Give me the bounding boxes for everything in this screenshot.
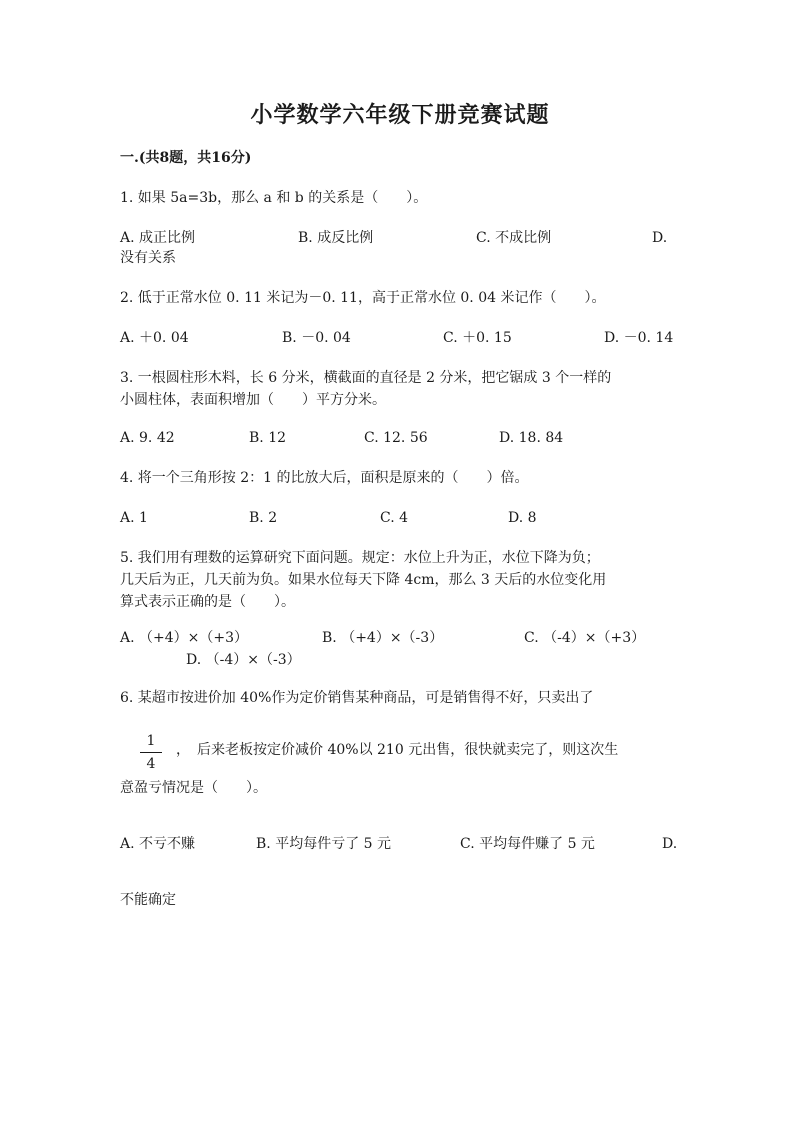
question-1-stem: 1. 如果 5a=3b，那么 a 和 b 的关系是（ ）。 (120, 190, 428, 206)
fraction-denominator: 4 (146, 756, 156, 772)
question-1-option-a: A. 成正比例 (120, 230, 196, 246)
question-3-option-a: A. 9. 42 (120, 430, 175, 446)
question-5-stem-line-2: 几天后为正，几天前为负。如果水位每天下降 4cm，那么 3 天后的水位变化用 (120, 572, 607, 588)
question-2-option-a: A. ＋0. 04 (120, 330, 189, 346)
section-heading: 一.(共8题，共16分) (120, 150, 252, 166)
question-6-option-b: B. 平均每件亏了 5 元 (256, 836, 391, 852)
question-2-option-d: D. －0. 14 (604, 330, 674, 346)
question-2-option-c: C. ＋0. 15 (443, 330, 512, 346)
question-5-option-b: B. （+4）×（-3） (322, 630, 444, 646)
question-5-option-a: A. （+4）×（+3） (120, 630, 249, 646)
question-1-option-d-text: 没有关系 (120, 250, 176, 266)
question-4-option-b: B. 2 (249, 510, 278, 526)
question-1-option-b: B. 成反比例 (298, 230, 374, 246)
question-5-option-c: C. （-4）×（+3） (524, 630, 646, 646)
question-5-stem-line-3: 算式表示正确的是（ ）。 (120, 594, 295, 610)
question-5-option-d: D. （-4）×（-3） (186, 652, 301, 668)
question-1-option-c: C. 不成比例 (476, 230, 552, 246)
question-2-stem: 2. 低于正常水位 0. 11 米记为－0. 11，高于正常水位 0. 04 米记作（ ）。 (120, 290, 606, 306)
question-6-stem-line-3: 意盈亏情况是（ ）。 (120, 780, 267, 796)
question-6-stem-line-2: ， 后来老板按定价减价 40%以 210 元出售，很快就卖完了，则这次生 (176, 742, 619, 758)
fraction-bar (140, 752, 162, 753)
question-3-option-d: D. 18. 84 (499, 430, 564, 446)
question-6-option-a: A. 不亏不赚 (120, 836, 196, 852)
question-6-option-d-text: 不能确定 (120, 892, 176, 908)
fraction-numerator: 1 (146, 733, 156, 749)
question-3-option-b: B. 12 (249, 430, 287, 446)
question-4-option-c: C. 4 (380, 510, 409, 526)
question-4-stem: 4. 将一个三角形按 2：1 的比放大后，面积是原来的（ ）倍。 (120, 470, 529, 486)
question-6-option-c: C. 平均每件赚了 5 元 (460, 836, 595, 852)
question-2-option-b: B. －0. 04 (282, 330, 351, 346)
question-4-option-d: D. 8 (508, 510, 537, 526)
page-title: 小学数学六年级下册竞赛试题 (250, 102, 550, 128)
question-4-option-a: A. 1 (120, 510, 148, 526)
question-3-stem-line-2: 小圆柱体，表面积增加（ ）平方分米。 (120, 392, 386, 408)
question-3-option-c: C. 12. 56 (364, 430, 428, 446)
one-quarter-fraction (140, 732, 162, 773)
question-6-option-d: D. (662, 836, 678, 852)
question-3-stem-line-1: 3. 一根圆柱形木料，长 6 分米，横截面的直径是 2 分米，把它锯成 3 个一样的 (120, 370, 612, 386)
question-1-option-d: D. (652, 230, 668, 246)
question-6-stem-line-1: 6. 某超市按进价加 40%作为定价销售某种商品，可是销售得不好，只卖出了 (120, 690, 594, 706)
question-5-stem-line-1: 5. 我们用有理数的运算研究下面问题。规定：水位上升为正，水位下降为负； (120, 550, 600, 566)
